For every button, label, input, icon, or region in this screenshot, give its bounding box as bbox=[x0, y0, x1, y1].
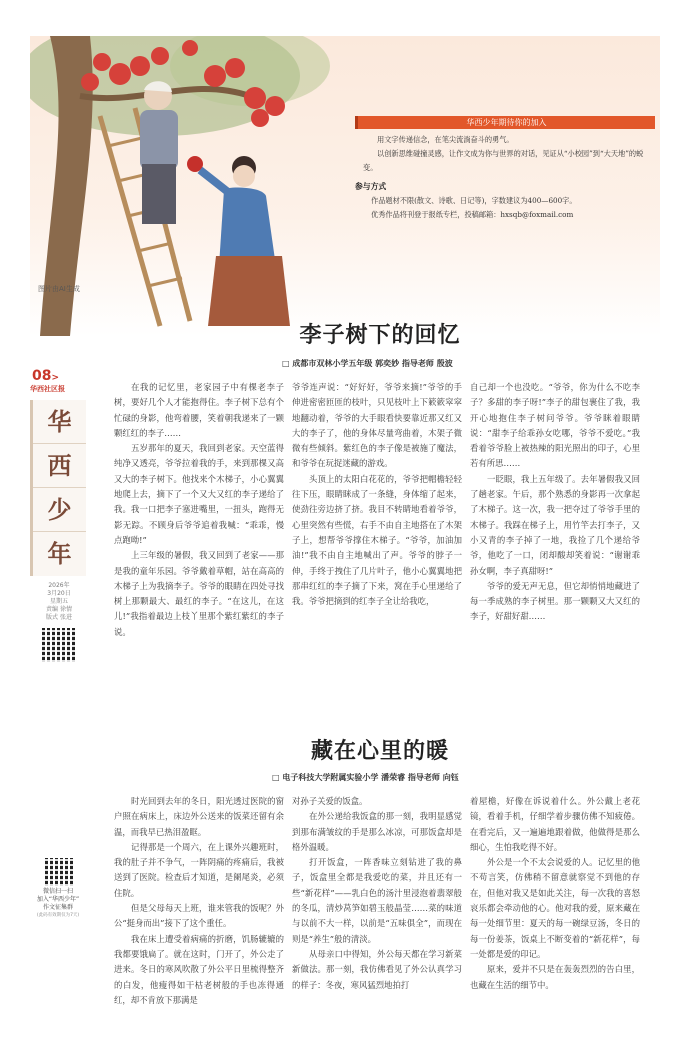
section-name: 华西社区报 bbox=[30, 385, 65, 393]
paragraph: 对孙子关爱的饭盒。 bbox=[292, 796, 368, 806]
paragraph: 爷爷连声说：“好好好，爷爷来摘!”爷爷的手伸进密密匝匝的枝叶，只见枝叶上下簌簌窣窣地翻动着，爷爷的大手眼看快要靠近那又红又大的李子了，他的身体尽量弯曲着，木架子微微有些倾斜。紫红色的李子像是被施了魔法，和爷爷在玩捉迷藏的游戏。 bbox=[292, 382, 462, 469]
qr-caption-line: 作文征集群 bbox=[42, 904, 73, 911]
issue-meta bbox=[30, 582, 88, 622]
paragraph: 五岁那年的夏天，我回到老家。天空蓝得纯净又透亮，爷爷拉着我的手，来到那棵又高又大的李子树下。他找来个木梯子，小心翼翼地爬上去，摘下了一个又大又红的李子递给了我。我一口把李子塞进嘴里，一扭头，跑得无影无踪。不顾身后爷爷追着我喊：“乖乖，慢点跑呦!” bbox=[114, 443, 284, 545]
brand-char: 年 bbox=[47, 539, 72, 568]
issue-date: 3月20日 bbox=[47, 590, 71, 597]
paragraph: 头顶上的太阳白花花的，爷爷把帽檐轻轻往下压，眼睛眯成了一条缝，身体缩了起来，使劲往旁边挤了挤。我目不转睛地看着爷爷，心里突然有些慌，右手不由自主地搭在了木架子上，想帮爷爷撑住木梯子。“爷爷，加油加油!”我不由自主地喊出了声。爷爷的脖子一伸，手终于拽住了几片叶子，他小心翼翼地把那串红红的李子摘了下来，窝在手心里递给了我。爷爷把摘到的红李子全让给我吃， bbox=[292, 473, 462, 607]
paragraph: 爷爷的爱无声无息，但它却悄悄地藏进了每一季成熟的李子树里。那一颗颗又大又红的李子，好甜好甜…… bbox=[470, 580, 640, 622]
article-1-body bbox=[114, 380, 640, 640]
paragraph: 着屋檐，好像在诉说着什么。外公戴上老花镜，看着手机，仔细学着步骤仿佛不知疲倦。在看完后，又一遍遍地跟着做，他做得是那么细心，生怕我吃得不好。 bbox=[470, 796, 640, 852]
paragraph: 一眨眼，我上五年级了。去年暑假我又回了趟老家。午后，那个熟悉的身影再一次拿起了木梯子。这一次，我一把夺过了爷爷手里的木梯子。我踩在梯子上，用竹竿去打李子，又小又青的李子掉了一地，我捡了几个递给爷爷，他吃了一口，闭却酸却笑着说：“谢谢乖孙女啊，李子真甜呀!” bbox=[470, 473, 640, 576]
call-for-submissions bbox=[355, 116, 655, 222]
notice-how-title: 参与方式 bbox=[355, 182, 387, 191]
notice-how-1: 作品题材不限(散文、诗歌、日记等)，字数建议为400—600字。 bbox=[371, 196, 577, 205]
article-2-byline: □ 电子科技大学附属实验小学 潘荣睿 指导老师 向钰 bbox=[272, 773, 459, 782]
article-2-title: 藏在心里的暖 bbox=[310, 739, 449, 764]
paragraph: 原来，爱并不只是在轰轰烈烈的告白里，也藏在生活的细节中。 bbox=[470, 964, 640, 990]
article-1-column bbox=[114, 380, 284, 640]
paragraph: 我在床上遭受着病痛的折磨，饥肠辘辘的我都要饿扁了。就在这时，门开了，外公走了进来。冬日的寒风吹散了外公平日里梳得整齐的白发，他瘦得如干枯老树般的手也冻得通红，却不肯放下那满是 bbox=[114, 933, 284, 1005]
qr-caption-note: (此码有效期仅为7天) bbox=[36, 913, 80, 918]
page-number: 08> bbox=[32, 368, 60, 384]
paragraph: 打开饭盒，一阵香味立刻钻进了我的鼻子，饭盒里全都是我爱吃的菜，并且还有一些“新花样”——乳白色的汤汁里浸泡着翡翠般的冬瓜，清炒莴笋如碧玉般晶莹……菜的味道与以前不大一样，以前是“五味俱全”，而现在则是“养生”般的清淡。 bbox=[292, 857, 462, 944]
notice-intro-1: 用文字传递信念，在笔尖流淌奋斗的勇气。 bbox=[377, 135, 514, 144]
paragraph: 上三年级的暑假，我又回到了老家——那是我的童年乐园。爷爷戴着草帽，站在高高的木梯子上为我摘李子。爷爷的眼睛在四处寻找树上那颗最大、最红的李子。“在这儿，在这儿!”我指着最边上枝丫里那个紫红紫红的李子说。 bbox=[114, 550, 284, 637]
hero-illustration bbox=[30, 36, 660, 336]
notice-intro-2: 以创新思维碰撞灵感，让作文成为你与世界的对话，见证从“小校园”到“大天地”的蜕变。 bbox=[363, 149, 644, 172]
notice-banner: 华西少年期待你的加入 bbox=[355, 116, 655, 129]
paragraph: 记得那是一个周六，在上课外兴趣班时，我的肚子并不争气，一阵阴痛的疼痛后，我被送到了医院。检查后才知道，是阑尾炎，必须住院。 bbox=[114, 841, 284, 898]
image-credit: 图片由AI生成 bbox=[38, 285, 80, 293]
brand-char: 少 bbox=[33, 488, 86, 532]
chevron-right-icon: > bbox=[51, 373, 60, 383]
article-1-column bbox=[470, 380, 640, 640]
paragraph: 外公是一个不太会说爱的人。记忆里的他不苟言笑，仿佛稍不留意就察觉不到他的存在，但他对我又是如此关注，每一次我的喜怒哀乐都会牵动他的心。他对我的爱，原来藏在每一处细节里：夏天的每一碗绿豆汤，冬日的每一份姜茶，饭桌上不断变着的“新花样”，每一处都是爱的印记。 bbox=[470, 857, 640, 959]
paragraph: 在外公递给我饭盒的那一刻，我明显感觉到那布满皱纹的手是那么冰凉，可那饭盒却是格外温暖。 bbox=[292, 811, 462, 852]
notice-how-2: 优秀作品将刊登于报纸专栏，投稿邮箱：hxsqb@foxmail.com bbox=[371, 210, 574, 219]
sidebar bbox=[30, 368, 88, 662]
article-2-column bbox=[114, 794, 284, 1008]
issue-layout: 版式 张进 bbox=[46, 614, 72, 621]
paragraph: 自己却一个也没吃。“爷爷，你为什么不吃李子？多甜的李子呀!”李子的甜包裹住了我，我开心地抱住李子树问爷爷。爷爷眯着眼睛说：“甜李子给乖孙女吃哪，爷爷不爱吃。”我看着爷爷脸上被热辣的阳光照出的印子，心里若有所思…… bbox=[470, 382, 640, 469]
paragraph: 但是父母每天上班，谁来管我的饭呢？外公“挺身而出”接下了这个重任。 bbox=[114, 903, 284, 929]
paragraph: 在我的记忆里，老家园子中有棵老李子树，要好几个人才能抱得住。李子树下总有个忙碌的身影，他弯着腰，笑着朝我递来了一颗颗红红的李子…… bbox=[114, 382, 284, 438]
article-2-column bbox=[470, 794, 640, 1008]
qr-caption-line: 微信扫一扫 bbox=[42, 888, 73, 895]
column-brand bbox=[30, 400, 86, 576]
paragraph: 从母亲口中得知，外公每天都在学习新菜新做法。那一刻，我仿佛看见了外公认真学习的样子：冬夜，寒风猛烈地拍打 bbox=[292, 948, 462, 990]
article-1-byline: □ 成都市双林小学五年级 郭奕妙 指导老师 殷波 bbox=[282, 359, 453, 368]
article-2-column bbox=[292, 794, 462, 1008]
qr-code-icon[interactable] bbox=[45, 858, 73, 886]
qr-caption bbox=[30, 888, 86, 920]
qr-code-icon bbox=[42, 628, 76, 662]
qr-caption-line: 加入“华西少年” bbox=[36, 896, 80, 903]
brand-char: 西 bbox=[33, 444, 86, 488]
article-1-title: 李子树下的回忆 bbox=[299, 323, 461, 348]
issue-editor: 责编 徐情 bbox=[46, 606, 72, 613]
article-1-column bbox=[292, 380, 462, 640]
issue-weekday: 星期五 bbox=[49, 598, 68, 605]
brand-char: 华 bbox=[33, 400, 86, 444]
article-2-body bbox=[114, 794, 640, 1008]
issue-year: 2026年 bbox=[48, 582, 70, 589]
paragraph: 时光回到去年的冬日，阳光透过医院的窗户照在病床上，床边外公送来的饭菜还留有余温，而我早已热泪盈眶。 bbox=[114, 796, 284, 837]
